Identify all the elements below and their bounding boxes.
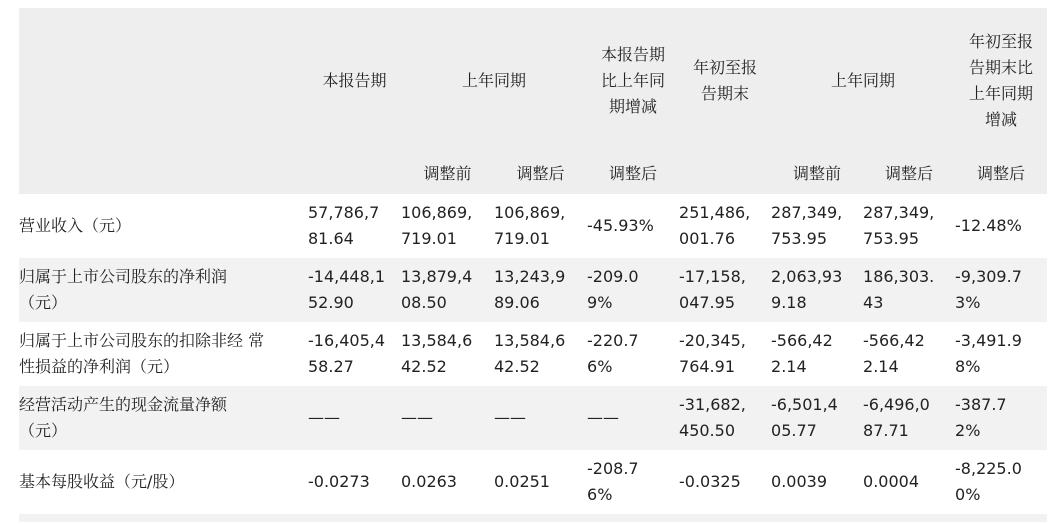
header-sub-corner — [19, 154, 308, 194]
table-row-operating-cash-flow — [19, 386, 1047, 450]
row-label: 归属于上市公司股东的净利润 （元） — [19, 258, 308, 322]
table-cell: 287,349, 753.95 — [863, 194, 955, 258]
header-sub-cell: 调整前 — [401, 154, 494, 194]
header-ytd: 年初至报 告期末 — [679, 8, 771, 154]
table-cell: -14,448,1 52.90 — [308, 258, 401, 322]
table-cell: 57,786,7 81.64 — [308, 194, 401, 258]
header-sub-cell: 调整后 — [955, 154, 1047, 194]
table-cell: 0.0263 — [401, 450, 494, 514]
row-label: 基本每股收益（元/股） — [19, 450, 308, 514]
table-cell: -6,496,0 87.71 — [863, 386, 955, 450]
table-cell: -17,158, 047.95 — [679, 258, 771, 322]
table-cell: —— — [308, 386, 401, 450]
header-row-sub — [19, 154, 1047, 194]
header-sub-cell: 调整后 — [863, 154, 955, 194]
table-cell: 0.0251 — [494, 450, 587, 514]
table-cell: -208.7 6% — [587, 450, 679, 514]
table-cell: -20,345, 764.91 — [679, 322, 771, 386]
table-row-eps — [19, 450, 1047, 514]
table-cell: -0.0273 — [308, 450, 401, 514]
table-cell: 106,869, 719.01 — [401, 194, 494, 258]
table-cell: -0.0325 — [679, 450, 771, 514]
table-cell: —— — [401, 386, 494, 450]
table-cell: -209.0 9% — [587, 258, 679, 322]
table-cell: —— — [494, 386, 587, 450]
row-label: 经营活动产生的现金流量净额 （元） — [19, 386, 308, 450]
table-cell: —— — [587, 386, 679, 450]
table-cell: -12.48% — [955, 194, 1047, 258]
table-cell: 0.0039 — [771, 450, 863, 514]
bottom-strip-cell — [19, 514, 1047, 522]
table-cell: 13,584,6 42.52 — [401, 322, 494, 386]
table-cell: 287,349, 753.95 — [771, 194, 863, 258]
table-cell: -566,42 2.14 — [863, 322, 955, 386]
financial-summary-table — [19, 8, 1047, 522]
header-sub-cell: 调整前 — [771, 154, 863, 194]
header-prior-year-ytd: 上年同期 — [771, 8, 955, 154]
table-cell: 0.0004 — [863, 450, 955, 514]
header-sub-blank — [679, 154, 771, 194]
table-row-net-profit — [19, 258, 1047, 322]
table-cell: -9,309.7 3% — [955, 258, 1047, 322]
table-cell: -6,501,4 05.77 — [771, 386, 863, 450]
table-cell: -387.7 2% — [955, 386, 1047, 450]
table-cell: 2,063,93 9.18 — [771, 258, 863, 322]
header-row-top — [19, 8, 1047, 154]
table-row-revenue — [19, 194, 1047, 258]
table-cell: -3,491.9 8% — [955, 322, 1047, 386]
table-cell: 251,486, 001.76 — [679, 194, 771, 258]
table-cell: -220.7 6% — [587, 322, 679, 386]
table-bottom-strip — [19, 514, 1047, 522]
table-cell: 13,243,9 89.06 — [494, 258, 587, 322]
header-current-period: 本报告期 — [308, 8, 401, 154]
header-sub-cell: 调整后 — [587, 154, 679, 194]
header-prior-year-period: 上年同期 — [401, 8, 587, 154]
table-cell: 13,879,4 08.50 — [401, 258, 494, 322]
row-label: 归属于上市公司股东的扣除非经 常 性损益的净利润（元） — [19, 322, 308, 386]
table-cell: -31,682, 450.50 — [679, 386, 771, 450]
table-row-net-profit-excl — [19, 322, 1047, 386]
table-cell: -16,405,4 58.27 — [308, 322, 401, 386]
header-period-change: 本报告期 比上年同 期增减 — [587, 8, 679, 154]
header-sub-blank — [308, 154, 401, 194]
table-cell: -566,42 2.14 — [771, 322, 863, 386]
table-cell: 106,869, 719.01 — [494, 194, 587, 258]
row-label: 营业收入（元） — [19, 194, 308, 258]
header-ytd-change: 年初至报 告期末比 上年同期 增减 — [955, 8, 1047, 154]
table-cell: -8,225.0 0% — [955, 450, 1047, 514]
table-cell: -45.93% — [587, 194, 679, 258]
table-cell: 186,303. 43 — [863, 258, 955, 322]
header-sub-cell: 调整后 — [494, 154, 587, 194]
table-cell: 13,584,6 42.52 — [494, 322, 587, 386]
header-corner — [19, 8, 308, 154]
